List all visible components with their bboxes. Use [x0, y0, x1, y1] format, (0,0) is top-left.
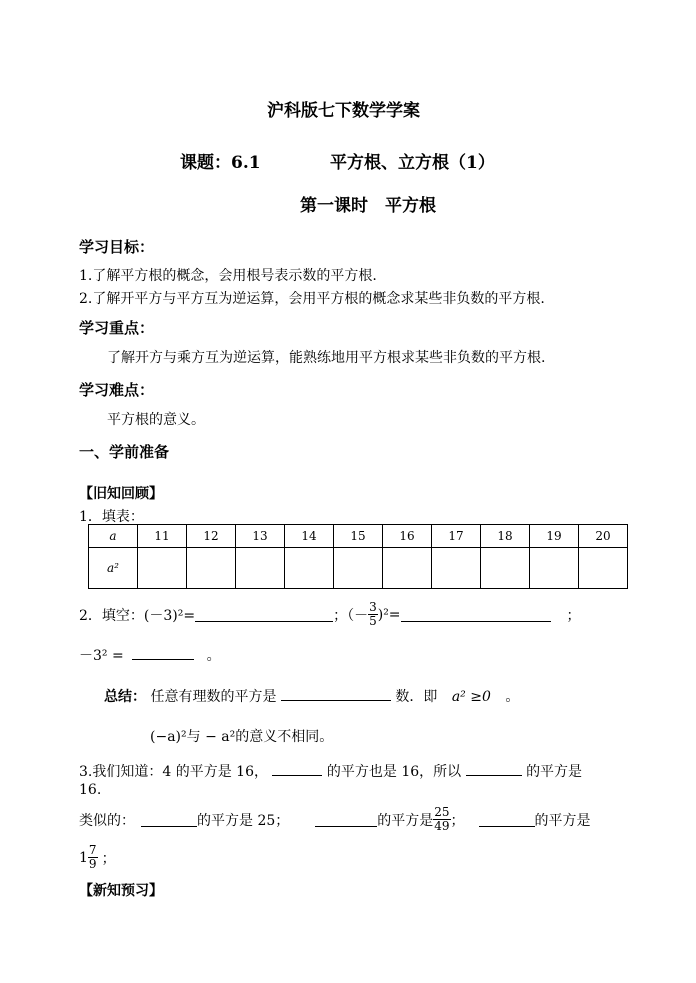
- answer-cell[interactable]: [579, 548, 628, 589]
- question-2-end: )²=: [377, 606, 401, 623]
- focus-text: 了解开方与乘方互为逆运算，能熟练地用平方根求某些非负数的平方根.: [107, 350, 546, 366]
- review-heading: 【旧知回顾】: [79, 486, 163, 502]
- table-cell: 18: [481, 525, 530, 548]
- question-2-separator: ；（－: [333, 607, 369, 624]
- similar-a: 类似的：: [79, 812, 135, 829]
- question-1: 1．填表：: [79, 509, 144, 525]
- summary-line: [104, 686, 519, 706]
- table-cell: 20: [579, 525, 628, 548]
- similar-line: [79, 806, 591, 833]
- question-2-tail: ；: [566, 607, 581, 624]
- difficulty-text: 平方根的意义。: [107, 412, 205, 428]
- focus-heading: 学习重点：: [79, 319, 155, 337]
- answer-blank[interactable]: [401, 607, 551, 622]
- question-3-b: 的平方也是 16，所以: [326, 764, 462, 780]
- lesson-number: 课题：6.1: [180, 153, 261, 173]
- summary-formula: a² ≥0: [451, 689, 491, 705]
- fraction-25-49: [433, 806, 450, 833]
- summary-end: 。: [505, 689, 520, 705]
- similar-e: 的平方是: [534, 812, 591, 829]
- answer-blank[interactable]: [141, 812, 197, 827]
- table-cell: 15: [334, 525, 383, 548]
- objective-1: 1.了解平方根的概念，会用根号表示数的平方根.: [79, 268, 377, 284]
- fraction-denominator: 9: [88, 857, 97, 871]
- table-cell: 13: [236, 525, 285, 548]
- fraction-three-fifths: [368, 601, 378, 628]
- table-cell: 17: [432, 525, 481, 548]
- question-3-line: [79, 761, 582, 781]
- fraction-seven-ninths: [88, 844, 98, 871]
- fraction-numerator: 3: [369, 600, 377, 614]
- lesson-title: 平方根、立方根（1）: [330, 153, 495, 173]
- table-cell: 14: [285, 525, 334, 548]
- answer-blank[interactable]: [132, 645, 194, 660]
- summary-text: 任意有理数的平方是: [150, 689, 277, 705]
- answer-cell[interactable]: [334, 548, 383, 589]
- table-row-label-a: a: [89, 525, 138, 548]
- question-3-d: 16.: [79, 782, 102, 798]
- objective-2: 2.了解开平方与平方互为逆运算，会用平方根的概念求某些非负数的平方根.: [79, 291, 545, 307]
- answer-blank[interactable]: [272, 761, 322, 776]
- section-heading: 一、学前准备: [79, 443, 170, 461]
- fraction-numerator: 7: [88, 843, 97, 857]
- note-line: (−a)²与 − a²的意义不相同。: [150, 729, 334, 745]
- table-row-label-a-squared: a²: [89, 548, 138, 589]
- answer-blank[interactable]: [315, 812, 377, 827]
- answer-cell[interactable]: [481, 548, 530, 589]
- answer-cell[interactable]: [383, 548, 432, 589]
- question-3-c: 的平方是: [526, 764, 583, 780]
- objectives-heading: 学习目标：: [79, 238, 155, 256]
- answer-blank[interactable]: [466, 761, 522, 776]
- answer-cell[interactable]: [530, 548, 579, 589]
- answer-blank[interactable]: [195, 607, 333, 622]
- table-cell: 19: [530, 525, 579, 548]
- question-2b-end: 。: [206, 648, 221, 664]
- answer-cell[interactable]: [138, 548, 187, 589]
- fraction-denominator: 5: [369, 614, 377, 628]
- fraction-denominator: 49: [434, 819, 450, 833]
- question-2b-start: －3² =: [79, 648, 124, 664]
- table-cell: 11: [138, 525, 187, 548]
- mixed-number-line: [79, 844, 116, 871]
- table-cell: 16: [383, 525, 432, 548]
- question-2b-line: [79, 645, 221, 665]
- answer-cell[interactable]: [432, 548, 481, 589]
- similar-b: 的平方是 25；: [197, 812, 290, 829]
- session-title: 第一课时 平方根: [300, 196, 436, 216]
- answer-blank[interactable]: [281, 686, 391, 701]
- difficulty-heading: 学习难点：: [79, 381, 155, 399]
- question-3-a: 3.我们知道：4 的平方是 16，: [79, 764, 268, 780]
- table-row: [89, 525, 628, 548]
- table-row: [89, 548, 628, 589]
- mixed-whole: 1: [79, 849, 88, 866]
- answer-cell[interactable]: [285, 548, 334, 589]
- answer-cell[interactable]: [187, 548, 236, 589]
- question-2-line: [79, 601, 581, 628]
- similar-c: 的平方是: [377, 812, 434, 829]
- mixed-end: ；: [101, 850, 116, 867]
- preview-heading: 【新知预习】: [79, 883, 163, 899]
- answer-blank[interactable]: [479, 812, 535, 827]
- summary-middle: 数．即: [395, 689, 438, 705]
- fill-table: [88, 524, 628, 589]
- fraction-numerator: 25: [434, 805, 450, 819]
- document-title: 沪科版七下数学学案: [267, 101, 420, 121]
- summary-label: 总结：: [104, 689, 146, 705]
- table-cell: 12: [187, 525, 236, 548]
- similar-d: ；: [450, 812, 465, 829]
- answer-cell[interactable]: [236, 548, 285, 589]
- question-2-start: 2．填空：(－3)²=: [79, 607, 196, 624]
